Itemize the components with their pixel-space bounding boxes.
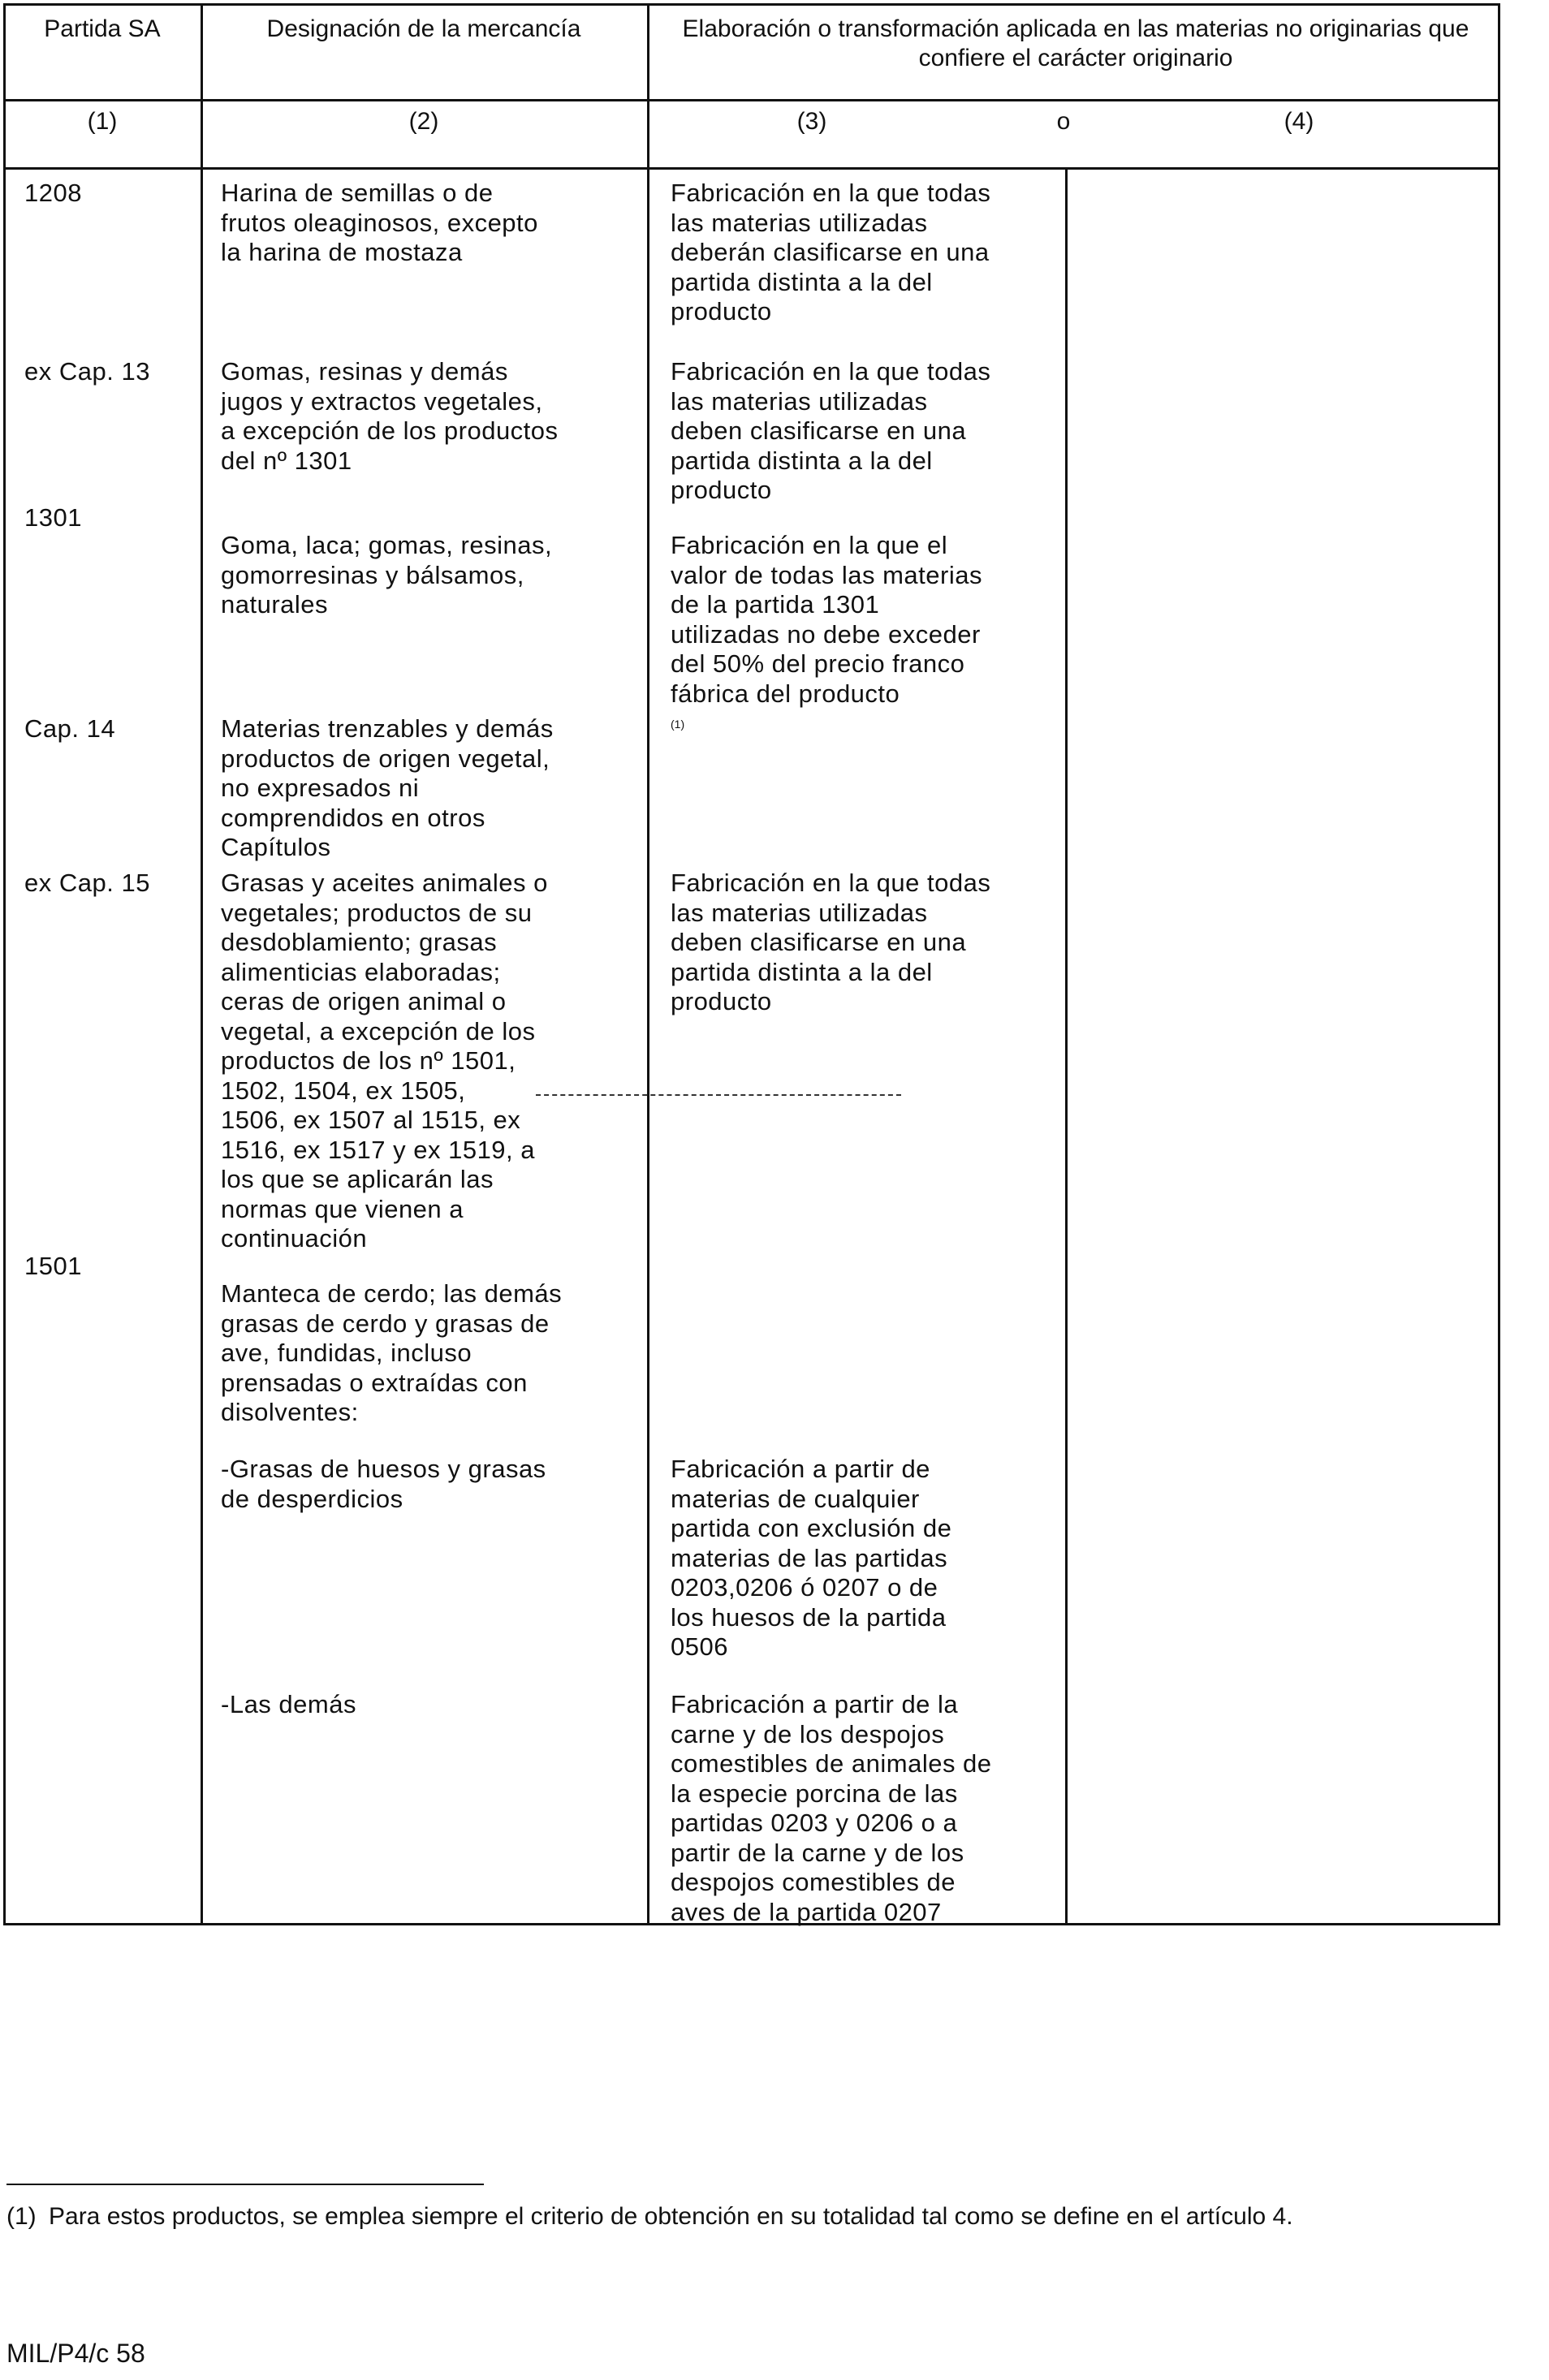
footnote-marker: (1)	[6, 2203, 37, 2230]
column-number-3: (3)	[796, 108, 827, 135]
footnote-separator	[6, 2184, 484, 2185]
row-cap14-footnote-ref: (1)	[671, 718, 685, 731]
row-ex-cap13-rule: Fabricación en la que todas las materias utilizadas deben clasificarse en una partida distinta a la del producto	[671, 357, 991, 504]
row-cap14-code: Cap. 14	[24, 714, 116, 743]
row-grasas-huesos-description: -Grasas de huesos y grasas de desperdicios	[221, 1455, 546, 1513]
row-1501-description: Manteca de cerdo; las demás grasas de cerdo y grasas de ave, fundidas, incluso prensadas o extraídas con disolventes:	[221, 1279, 563, 1426]
row-ex-cap15-rule: Fabricación en la que todas las materias utilizadas deben clasificarse en una partida distinta a la del producto	[671, 869, 991, 1015]
row-ex-cap15-description: Grasas y aceites animales o vegetales; productos de su desdoblamiento; grasas alimenticias elaboradas; ceras de origen animal o vegetal, a excepción de los productos de los nº 1501, 1502, 1504, ex 1505, 1506, ex 1507 al 1515, ex 1516, ex 1517 y ex 1519, a los que se aplicarán las normas que vienen a continuación	[221, 869, 548, 1253]
column-number-or: o	[1056, 108, 1071, 135]
row-1301-rule: Fabricación en la que el valor de todas las materias de la partida 1301 utilizadas no debe exceder del 50% del precio franco fábrica del producto	[671, 531, 982, 708]
row-1301-description: Goma, laca; gomas, resinas, gomorresinas y bálsamos, naturales	[221, 531, 553, 619]
row-cap14-description: Materias trenzables y demás productos de origen vegetal, no expresados ni comprendidos en otros Capítulos	[221, 714, 554, 861]
column-number-divider	[3, 167, 1500, 170]
column-number-1: (1)	[87, 108, 118, 135]
dashed-line	[536, 1094, 901, 1096]
footnote-text: Para estos productos, se emplea siempre el criterio de obtención en su totalidad tal como se define en el artículo 4.	[49, 2203, 1293, 2230]
row-ex-cap13-description: Gomas, resinas y demás jugos y extractos vegetales, a excepción de los productos del nº 1301	[221, 357, 559, 475]
row-las-demas-rule: Fabricación a partir de la carne y de los despojos comestibles de animales de la especie porcina de las partidas 0203 y 0206 o a partir de la carne y de los despojos comestibles de aves de la partida 0207	[671, 1690, 992, 1926]
row-1208-code: 1208	[24, 179, 82, 207]
footnote	[6, 2201, 1500, 2232]
column-divider-1	[201, 3, 203, 1925]
column-number-4: (4)	[1284, 108, 1314, 135]
row-1301-code: 1301	[24, 503, 82, 532]
header-designacion: Designación de la mercancía	[266, 15, 581, 42]
row-ex-cap13-code: ex Cap. 13	[24, 357, 150, 386]
row-1208-rule: Fabricación en la que todas las materias utilizadas deberán clasificarse en una partida distinta a la del producto	[671, 179, 991, 326]
row-ex-cap15-code: ex Cap. 15	[24, 869, 150, 897]
row-grasas-huesos-rule: Fabricación a partir de materias de cualquier partida con exclusión de materias de las partidas 0203,0206 ó 0207 o de los huesos de la partida 0506	[671, 1455, 952, 1661]
column-number-2: (2)	[408, 108, 439, 135]
row-1208-description: Harina de semillas o de frutos oleaginosos, excepto la harina de mostaza	[221, 179, 538, 266]
row-1501-code: 1501	[24, 1252, 82, 1280]
page-reference: MIL/P4/c 58	[6, 2339, 145, 2368]
row-las-demas-description: -Las demás	[221, 1690, 356, 1718]
header-divider	[3, 99, 1500, 101]
column-divider-2	[647, 3, 649, 1925]
header-partida-sa: Partida SA	[44, 15, 161, 42]
header-elaboracion: Elaboración o transformación aplicada en las materias no originarias que confiere el carácter originario	[682, 15, 1469, 71]
